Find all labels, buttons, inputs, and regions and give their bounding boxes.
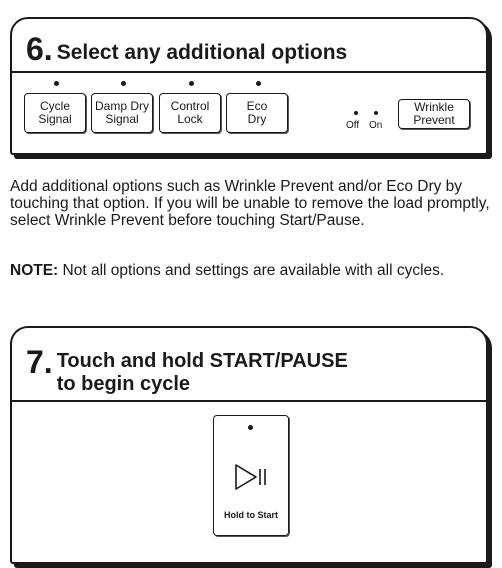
- control-lock-button[interactable]: [159, 93, 221, 133]
- step-7-panel: [10, 326, 488, 564]
- eco-dry-button[interactable]: [226, 93, 288, 133]
- hold-to-start-label: Hold to Start: [224, 510, 278, 520]
- step-7-title: [57, 350, 348, 396]
- description-paragraph: Add additional options such as Wrinkle Prevent and/or Eco Dry by touching that option. If you will be unable to remove the load promptly, select Wrinkle Prevent before touching Start/Pause.: [10, 178, 490, 229]
- step-7-header: [12, 328, 486, 402]
- wrinkle-prevent-label: Wrinkle Prevent: [413, 99, 455, 127]
- cycle-signal-label: Cycle Signal: [38, 98, 72, 126]
- off-indicator: [354, 111, 358, 115]
- damp-dry-signal-button[interactable]: [91, 93, 153, 133]
- step-7-title-line-2: to begin cycle: [56, 373, 191, 395]
- cycle-signal-button[interactable]: [24, 93, 86, 133]
- damp-dry-signal-label: Damp Dry Signal: [94, 98, 149, 126]
- control-lock-indicator: [189, 81, 194, 86]
- step-6-header: [12, 19, 486, 73]
- cycle-signal-indicator: [54, 81, 59, 86]
- step-7-number: 7.: [26, 344, 53, 380]
- start-control-area: [12, 402, 486, 562]
- control-lock-label: Control Lock: [170, 98, 210, 126]
- wrinkle-prevent-button[interactable]: [398, 99, 470, 129]
- options-control-row: [12, 73, 486, 155]
- note-label: NOTE:: [10, 262, 59, 279]
- on-label: On: [369, 120, 383, 131]
- note-text: Not all options and settings are available with all cycles.: [58, 262, 445, 279]
- off-label: Off: [346, 120, 360, 131]
- on-indicator: [374, 111, 378, 115]
- note-paragraph: [10, 262, 490, 279]
- damp-dry-signal-indicator: [121, 81, 126, 86]
- start-pause-button[interactable]: [213, 415, 289, 536]
- start-indicator: [248, 425, 253, 430]
- step-7-title-line-1: Touch and hold START/PAUSE: [56, 350, 348, 372]
- step-6-title: Select any additional options: [56, 41, 348, 64]
- play-pause-icon: [234, 463, 270, 491]
- step-6-number: 6.: [26, 31, 53, 67]
- eco-dry-label: Eco Dry: [246, 98, 268, 126]
- step-6-panel: [10, 17, 488, 155]
- eco-dry-indicator: [256, 81, 261, 86]
